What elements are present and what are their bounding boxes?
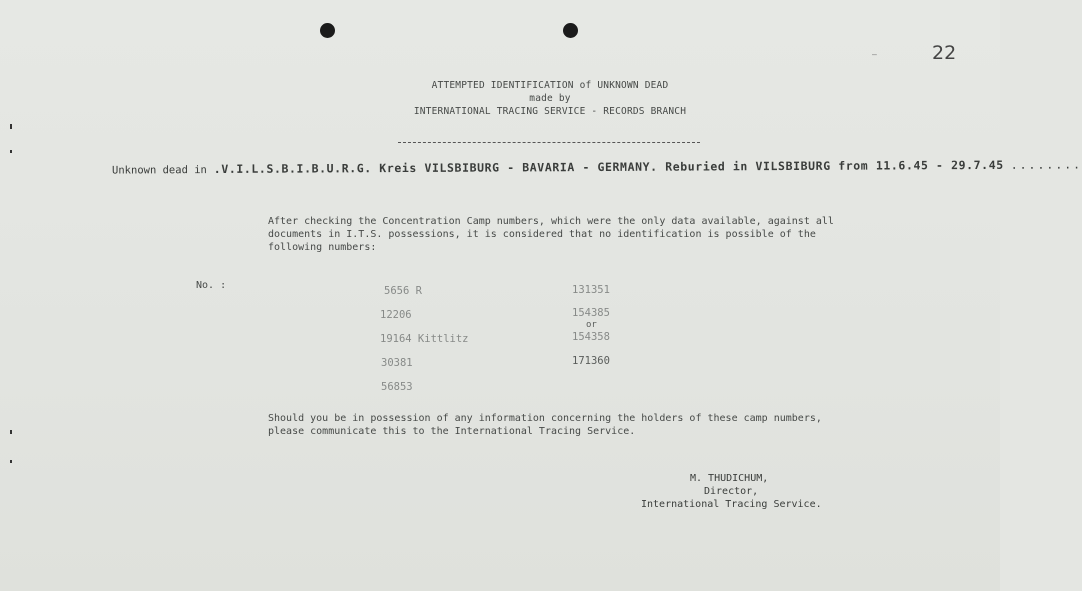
intro-paragraph <box>268 215 868 254</box>
camp-number: 131351 <box>572 284 610 296</box>
camp-number: 19164 Kittlitz <box>380 333 469 345</box>
closing-line: please communicate this to the International Tracing Service. <box>268 426 636 437</box>
or-text: or <box>586 320 597 330</box>
numbers-label: No. : <box>196 280 227 291</box>
margin-dash: — <box>872 50 877 59</box>
punch-hole-right <box>563 23 578 38</box>
burial-place: .V.I.L.S.B.I.B.U.R.G. Kreis VILSBIBURG - BAVARIA - GERMANY. Reburied in VILSBIBURG from 11.6.45 - 29.7.45 <box>213 157 1004 177</box>
edge-mark <box>10 460 12 463</box>
camp-number: 5656 R <box>384 285 422 297</box>
header-line-3: INTERNATIONAL TRACING SERVICE - RECORDS BRANCH <box>413 106 687 117</box>
unknown-dead-line <box>112 157 1082 176</box>
intro-line: documents in I.T.S. possessions, it is considered that no identification is possible of the <box>268 229 816 240</box>
camp-number: 154358 <box>572 331 610 343</box>
camp-number: 56853 <box>381 381 413 393</box>
closing-paragraph <box>268 412 868 438</box>
signature-organization: International Tracing Service. <box>641 499 822 510</box>
header-line-1: ATTEMPTED IDENTIFICATION of UNKNOWN DEAD <box>431 80 669 91</box>
header-line-2: made by <box>529 93 571 104</box>
edge-mark <box>10 150 12 153</box>
signature-name: M. THUDICHUM, <box>690 473 769 484</box>
header-divider <box>398 142 700 143</box>
intro-line: following numbers: <box>268 242 377 253</box>
camp-number: 30381 <box>381 357 413 369</box>
punch-hole-left <box>320 23 335 38</box>
signature-title: Director, <box>704 486 759 497</box>
page-number: 22 <box>932 42 957 64</box>
camp-number: 12206 <box>380 309 412 321</box>
unknown-dead-label: Unknown dead in <box>111 164 207 177</box>
closing-line: Should you be in possession of any information concerning the holders of these camp numbers, <box>268 413 822 424</box>
intro-line: After checking the Concentration Camp numbers, which were the only data available, against all <box>268 216 834 227</box>
edge-mark <box>10 430 12 434</box>
edge-mark <box>10 124 12 129</box>
trailing-dots: ........ <box>1010 157 1082 172</box>
camp-number: 154385 <box>572 307 610 319</box>
camp-number: 171360 <box>572 355 610 367</box>
